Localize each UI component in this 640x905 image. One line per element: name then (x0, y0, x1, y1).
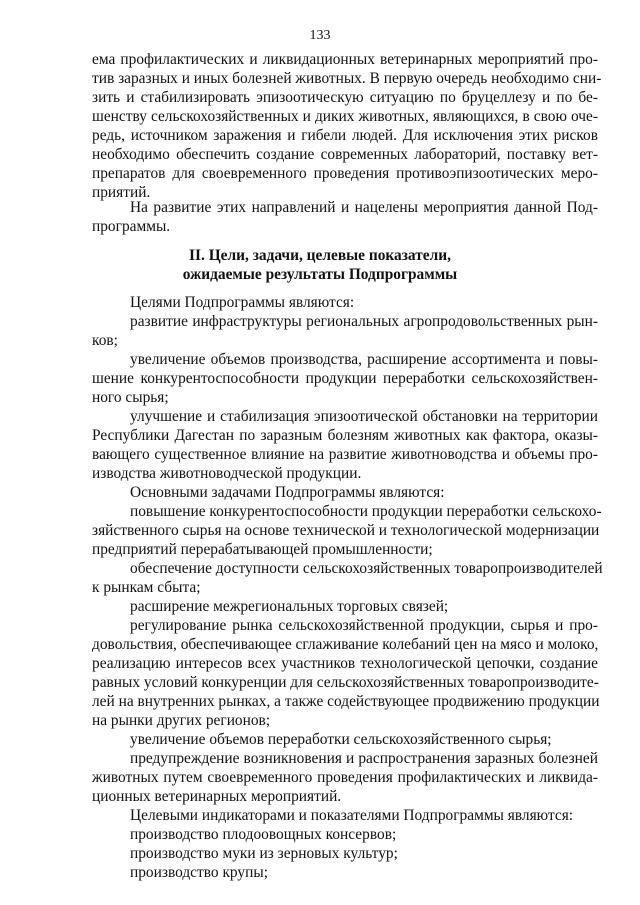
text-line: довольствия, обеспечивающее сглаживание колебаний цен на мясо и молоко, (92, 636, 599, 653)
text-line: ков; (92, 332, 118, 349)
page-number: 133 (309, 28, 331, 43)
text-line: обеспечение доступности сельскохозяйственных товаропроизводителей (130, 560, 603, 577)
text-line: повышение конкурентоспособности продукции переработки сельскохо- (130, 503, 602, 520)
text-line: ного сырья; (92, 389, 169, 406)
text-line: предупреждение возникновения и распространения заразных болезней (130, 750, 598, 767)
text-line: регулирование рынка сельскохозяйственной продукции, сырья и про- (130, 617, 598, 634)
text-line: тив заразных и иных болезней животных. В первую очередь необходимо сни- (92, 70, 602, 87)
text-line: ционных ветеринарных мероприятий. (92, 788, 342, 805)
text-line: программы. (92, 218, 171, 235)
text-line: редь, источником заражения и гибели людей. Для исключения этих рисков (92, 127, 598, 144)
text-line: увеличение объемов переработки сельскохозяйственного сырья; (130, 731, 552, 748)
text-line: предприятий перерабатывающей промышленности; (92, 541, 433, 558)
text-line: Основными задачами Подпрограммы являются: (130, 484, 445, 501)
section-heading: II. Цели, задачи, целевые показатели, (189, 247, 451, 264)
text-line: на рынки других регионов; (92, 712, 271, 729)
text-line: шение конкурентоспособности продукции переработки сельскохозяйствен- (92, 370, 598, 387)
text-line: Республики Дагестан по заразным болезням животных как фактора, оказы- (92, 427, 598, 444)
text-line: производство плодоовощных консервов; (130, 826, 397, 843)
text-line: Целевыми индикаторами и показателями Подпрограммы являются: (130, 807, 574, 824)
text-line: расширение межрегиональных торговых связей; (130, 598, 449, 615)
text-line: к рынкам сбыта; (92, 579, 201, 596)
text-line: развитие инфраструктуры региональных агропродовольственных рын- (130, 313, 598, 330)
text-line: На развитие этих направлений и нацелены мероприятия данной Под- (130, 199, 598, 216)
text-line: реализацию интересов всех участников технологической цепочки, создание (92, 655, 598, 672)
text-line: препаратов для своевременного проведения противоэпизоотических меро- (92, 165, 598, 182)
text-line: зить и стабилизировать эпизоотическую ситуацию по бруцеллезу и по бе- (92, 89, 598, 106)
text-line: изводства животноводческой продукции. (92, 465, 362, 482)
text-line: ема профилактических и ликвидационных ветеринарных мероприятий про- (92, 51, 598, 68)
section-heading: ожидаемые результаты Подпрограммы (182, 266, 458, 283)
text-line: приятий. (92, 184, 151, 201)
text-line: зяйственного сырья на основе технической и технологической модернизации (92, 522, 600, 539)
text-line: улучшение и стабилизация эпизоотической обстановки на территории (130, 408, 598, 425)
text-line: шенству сельскохозяйственных и диких животных, являющихся, в свою оче- (92, 108, 598, 125)
text-line: производство муки из зерновых культур; (130, 845, 398, 862)
text-line: равных условий конкуренции для сельскохозяйственных товаропроизводите- (92, 674, 599, 691)
text-line: животных путем своевременного проведения профилактических и ликвида- (92, 769, 598, 786)
text-line: Целями Подпрограммы являются: (130, 294, 355, 311)
text-line: вающего существенное влияние на развитие животноводства и объемы про- (92, 446, 598, 463)
text-line: производство крупы; (130, 864, 268, 881)
text-line: увеличение объемов производства, расширение ассортимента и повы- (130, 351, 598, 368)
text-line: лей на внутренних рынках, а также содействующее продвижению продукции (92, 693, 600, 710)
text-line: необходимо обеспечить создание современных лабораторий, поставку вет- (92, 146, 598, 163)
